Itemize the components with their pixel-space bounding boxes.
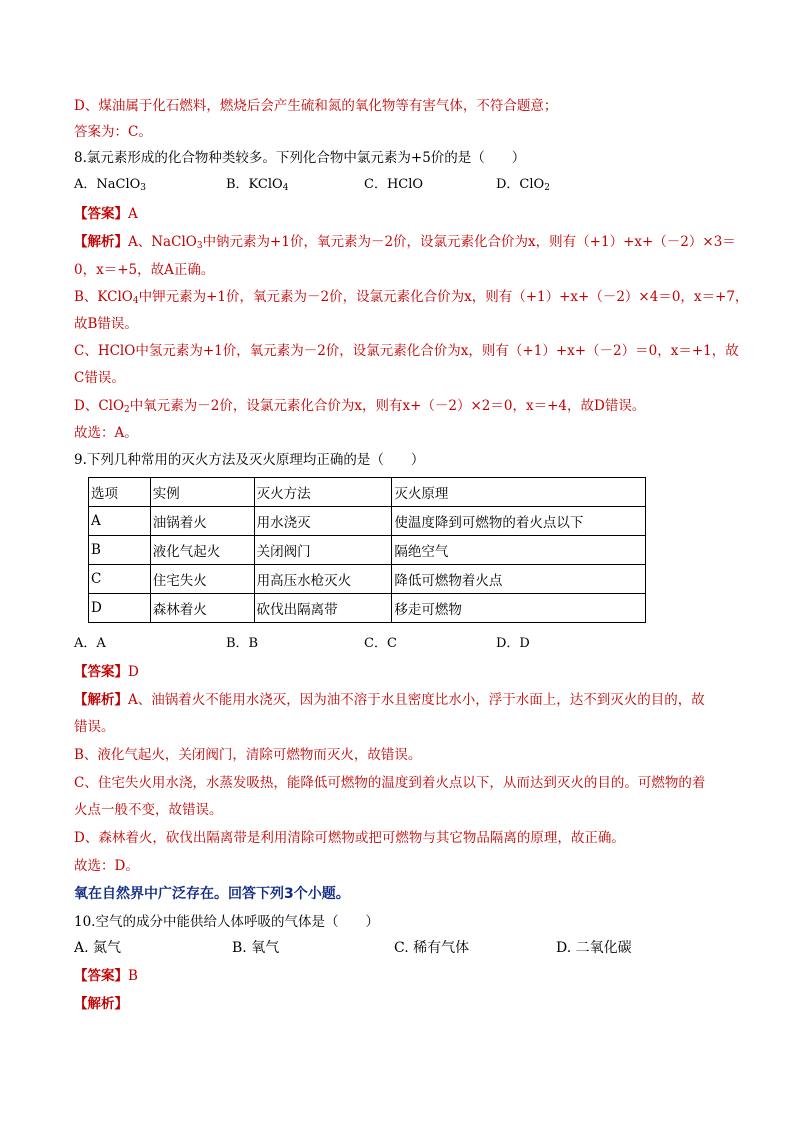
table-cell: 液化气起火: [150, 536, 254, 565]
section-heading: 氧在自然界中广泛存在。回答下列3个小题。: [74, 886, 350, 902]
table-cell: 用水浇灭: [254, 507, 392, 536]
q8-analysis-c-line1: C、HClO中氢元素为+1价，氧元素为－2价，设氯元素化合价为x，则有（+1）+x+（－2）＝0，x＝+1，故: [74, 343, 739, 359]
analysis-tag: 【解析】: [74, 692, 128, 708]
table-cell: D: [89, 594, 151, 623]
q9-option-c: C．C: [364, 636, 397, 651]
q7-option-d-explanation: D、煤油属于化石燃料，燃烧后会产生硫和氮的氧化物等有害气体，不符合题意；: [74, 98, 558, 114]
answer-tag: 【答案】: [74, 664, 128, 680]
answer-value: B: [128, 968, 138, 984]
q10-option-b: B. 氧气: [232, 940, 280, 956]
q9-analysis-c-line1: C、住宅失火用水浇，水蒸发吸热，能降低可燃物的温度到着火点以下，从而达到灭火的目的。可燃物的着: [74, 775, 706, 791]
q8-analysis-d-line1: D、ClO$_2$中氧元素为－2价，设氯元素化合价为x，则有x+（－2）×2＝0，x＝+4，故D错误。: [74, 398, 646, 415]
table-cell: 森林着火: [150, 594, 254, 623]
q10-analysis: [74, 994, 128, 1014]
table-row: [89, 536, 646, 565]
q9-analysis-a-line1: 【解析】A、油锅着火不能用水浇灭，因为油不溶于水且密度比水小，浮于水面上，达不到灭火的目的，故: [74, 692, 705, 708]
q8-option-b: B．KClO$_4$: [226, 177, 289, 193]
q8-stem: 8.氯元素形成的化合物种类较多。下列化合物中氯元素为+5价的是（ ）: [74, 150, 526, 166]
q8-option-c: C．HClO: [364, 177, 424, 192]
q9-analysis-a-line2: 错误。: [74, 719, 115, 735]
table-row: [89, 565, 646, 594]
q9-analysis-c-line2: 火点一般不变，故错误。: [74, 802, 223, 818]
q8-analysis-b-line2: 故B错误。: [74, 316, 138, 332]
table-header-cell: 选项: [89, 478, 151, 507]
q10-stem: 10.空气的成分中能供给人体呼吸的气体是（ ）: [74, 914, 379, 930]
q9-option-d: D．D: [496, 636, 530, 651]
table-cell: 用高压水枪灭火: [254, 565, 392, 594]
table-cell: A: [89, 507, 151, 536]
q10-answer: [74, 966, 138, 986]
table-cell: 关闭阀门: [254, 536, 392, 565]
table-cell: 降低可燃物着火点: [392, 565, 646, 594]
table-cell: 住宅失火: [150, 565, 254, 594]
q9-analysis-b: B、液化气起火，关闭阀门，清除可燃物而灭火，故错误。: [74, 747, 422, 763]
q9-conclusion: 故选：D。: [74, 858, 139, 874]
q10-option-c: C. 稀有气体: [394, 940, 470, 956]
q8-answer: [74, 204, 138, 224]
answer-value: D: [128, 664, 139, 680]
q7-answer: 答案为：C。: [74, 124, 152, 140]
q10-option-d: D. 二氧化碳: [556, 940, 632, 956]
analysis-tag: 【解析】: [74, 996, 128, 1012]
table-cell: 使温度降到可燃物的着火点以下: [392, 507, 646, 536]
q8-option-d: D．ClO$_2$: [496, 177, 550, 193]
table-cell: 隔绝空气: [392, 536, 646, 565]
q9-table: [88, 477, 646, 623]
q9-stem: 9.下列几种常用的灭火方法及灭火原理均正确的是（ ）: [74, 452, 425, 468]
q8-analysis-a-line1: 【解析】A、NaClO$_3$中钠元素为+1价，氧元素为－2价，设氯元素化合价为x，则有（+1）+x+（－2）×3＝: [74, 234, 736, 251]
q9-answer: [74, 662, 139, 682]
answer-tag: 【答案】: [74, 206, 128, 222]
q9-option-a: A．A: [74, 636, 106, 651]
table-cell: B: [89, 536, 151, 565]
table-cell: 砍伐出隔离带: [254, 594, 392, 623]
table-header-cell: 实例: [150, 478, 254, 507]
table-cell: C: [89, 565, 151, 594]
q8-conclusion: 故选：A。: [74, 425, 138, 441]
q8-option-a: A．NaClO$_3$: [74, 177, 147, 193]
table-cell: 移走可燃物: [392, 594, 646, 623]
table-row: [89, 507, 646, 536]
answer-value: A: [128, 206, 138, 222]
table-row: [89, 594, 646, 623]
table-cell: 油锅着火: [150, 507, 254, 536]
q8-analysis-b-line1: B、KClO$_4$中钾元素为+1价，氧元素为－2价，设氯元素化合价为x，则有（+1）+x+（－2）×4＝0，x＝+7，: [74, 289, 749, 306]
answer-tag: 【答案】: [74, 968, 128, 984]
q9-option-b: B．B: [226, 636, 259, 651]
q10-option-a: A. 氮气: [74, 940, 122, 956]
table-header-row: [89, 478, 646, 507]
analysis-tag: 【解析】: [74, 234, 128, 250]
q8-analysis-c-line2: C错误。: [74, 370, 125, 386]
q9-analysis-d: D、森林着火，砍伐出隔离带是利用清除可燃物或把可燃物与其它物品隔离的原理，故正确。: [74, 830, 625, 846]
table-header-cell: 灭火方法: [254, 478, 392, 507]
q8-analysis-a-line2: 0，x＝+5，故A正确。: [74, 262, 215, 278]
table-header-cell: 灭火原理: [392, 478, 646, 507]
